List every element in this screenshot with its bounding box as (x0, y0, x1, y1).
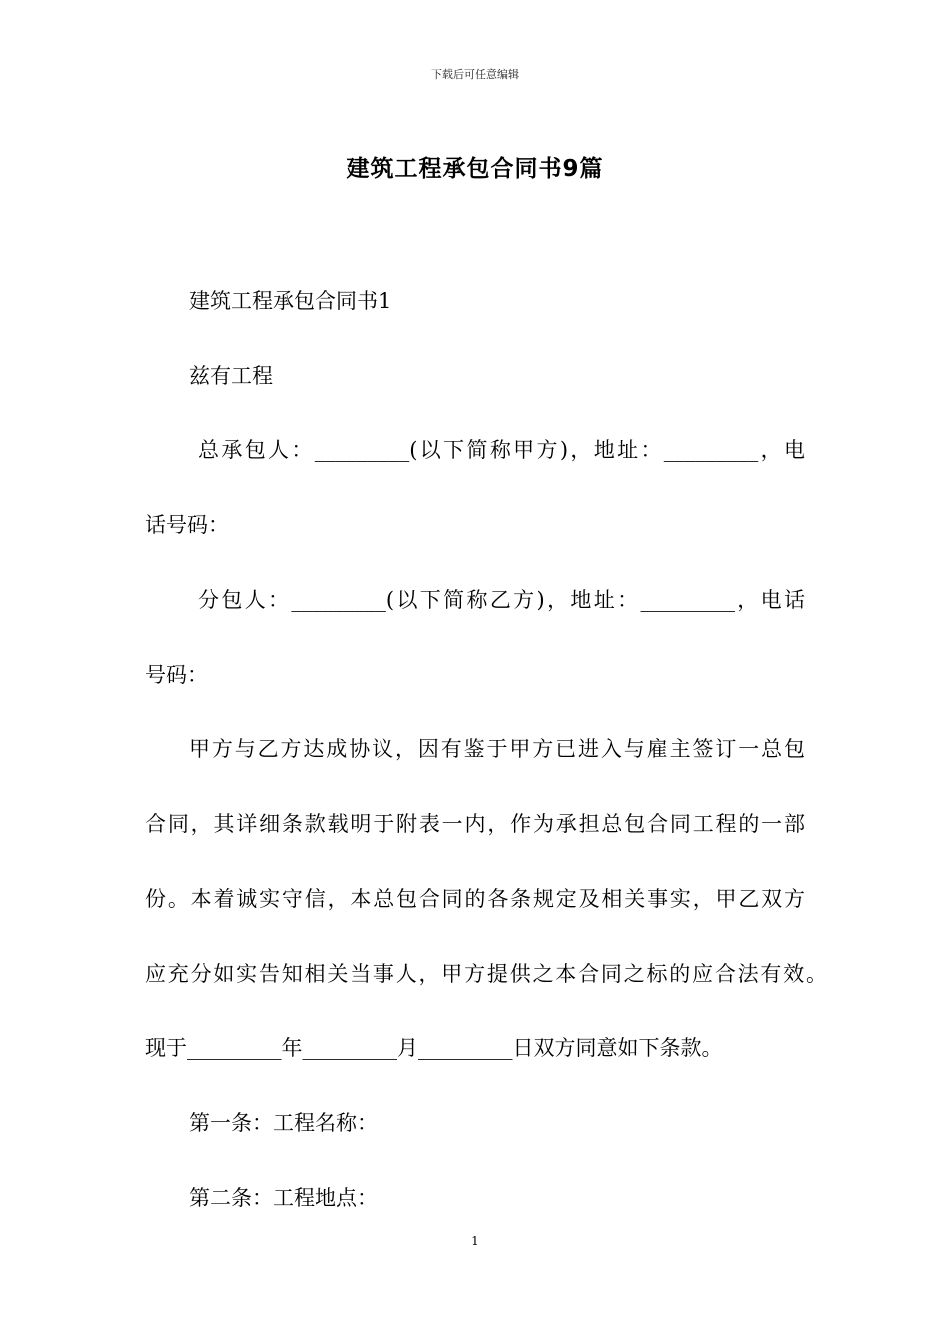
page-number: 1 (471, 1234, 479, 1248)
paragraph-line: 应充分如实告知相关当事人，甲方提供之本合同之标的应合法有效。 (145, 962, 827, 986)
paragraph-line: 兹有工程 (189, 364, 273, 388)
paragraph-line: 合同，其详细条款载明于附表一内，作为承担总包合同工程的一部 (145, 812, 805, 836)
clause-heading: 第二条：工程地点： (189, 1186, 378, 1210)
paragraph-line: 甲方与乙方达成协议，因有鉴于甲方已进入与雇主签订一总包 (189, 737, 805, 761)
contract-subtitle: 建筑工程承包合同书1 (189, 289, 392, 313)
paragraph-line: 号码： (145, 663, 208, 687)
document-title: 建筑工程承包合同书9篇 (346, 156, 604, 182)
clause-heading: 第一条：工程名称： (189, 1111, 378, 1135)
paragraph-line: 话号码： (145, 513, 229, 537)
paragraph-line: 总承包人：_________(以下简称甲方)，地址：_________，电 (189, 438, 805, 462)
paragraph-line: 分包人：_________(以下简称乙方)，地址：_________，电话 (189, 588, 805, 612)
paragraph-line: 份。本着诚实守信，本总包合同的各条规定及相关事实，甲乙双方 (145, 887, 805, 911)
paragraph-line: 现于_________年_________月_________日双方同意如下条款。 (145, 1036, 723, 1060)
header-note: 下载后可任意编辑 (431, 68, 519, 81)
